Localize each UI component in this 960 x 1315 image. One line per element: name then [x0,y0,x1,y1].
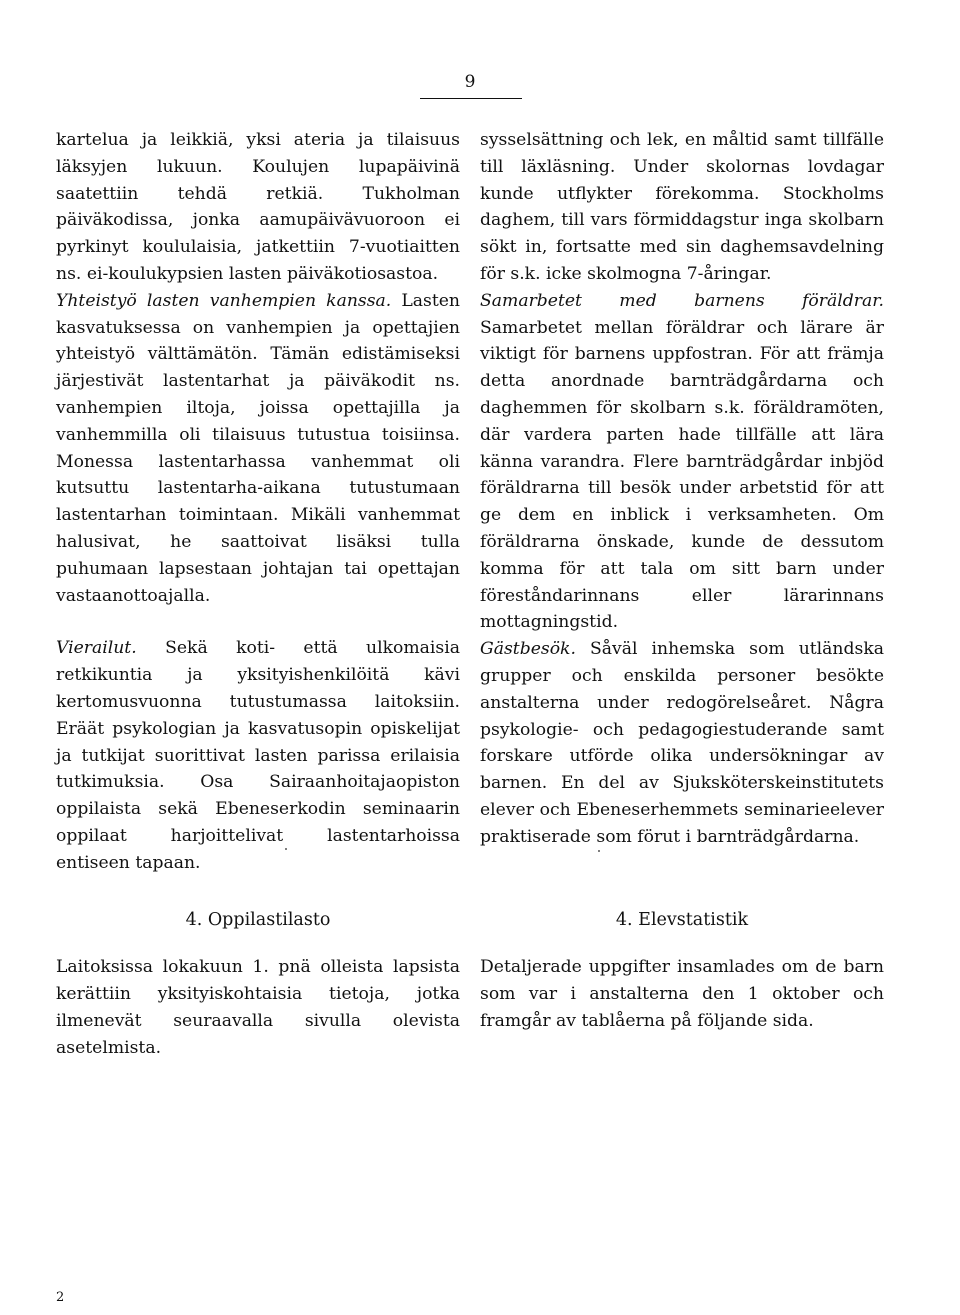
finnish-paragraph-2-label: Yhteistyö lasten vanhempien kanssa. [56,290,392,311]
swedish-paragraph-3-label: Gästbesök. [480,639,576,660]
swedish-section-heading: 4. Elevstatistik [615,910,749,930]
finnish-paragraph-3-text: Sekä koti- että ulkomaisia retkikuntia ja yksityishenkilöitä kävi kertomusvuonna tutustumassa laitoksiin. Eräät psykologian ja kasvatusopin opiskelijat ja tutkijat suorittivat lasten parissa erilaisia tutkimuksia. Osa Sairaanhoitajaopiston oppilaista sekä Ebeneserkodin seminaarin oppilaat harjoittelivat lastentarhoissa entiseen tapaan. [56,638,460,873]
finnish-paragraph-2-text: Lasten kasvatuksessa on vanhempien ja opettajien yhteistyö välttämätön. Tämän edistämiseksi järjestivät lastentarhat ja päiväkodit ns. vanhempien iltoja, joissa opettajilla ja vanhemmilla oli tilaisuus tutustua toisiinsa. Monessa lastentarhassa vanhemmat oli kutsuttu lastentarha-aikana tutustumaan lastentarhan toimintaan. Mikäli vanhemmat halusivat, he saattoivat lisäksi tulla puhumaan lapsestaan johtajan tai opettajan vastaanottoajalla. [56,290,460,606]
finnish-section-body [56,954,460,1062]
footer-mark: 2 [56,1290,65,1305]
finnish-paragraph-3 [56,635,460,876]
swedish-column [480,127,884,851]
scan-speck [598,850,600,852]
finnish-section-text: Laitoksissa lokakuun 1. pnä olleista lapsista kerättiin yksityiskohtaisia tietoja, jotka ilmenevät seuraavalla sivulla olevista asetelmista. [56,957,460,1058]
swedish-paragraph-2 [480,288,884,636]
swedish-paragraph-2-text: Samarbetet mellan föräldrar och lärare är viktigt för barnens uppfostran. För att främja detta anordnade barnträdgårdarna och daghemmen för skolbarn s.k. föräldramöten, där vardera parten hade tillfälle att lära känna varandra. Flere barnträdgårdar inbjöd föräldrarna till besök under arbetstid för att ge dem en inblick i verksamheten. Om föräldrarna önskade, kunde de dessutom komma för att tala om sitt barn under föreståndarinnans eller lärarinnans mottagningstid. [480,317,884,633]
swedish-section-text: Detaljerade uppgifter insamlades om de barn som var i anstalterna den 1 oktober och framgår av tablåerna på följande sida. [480,957,884,1031]
finnish-paragraph-2 [56,288,460,610]
finnish-column [56,127,460,877]
page-number: 9 [464,72,476,92]
finnish-section-heading: 4. Oppilastilasto [185,910,331,930]
swedish-paragraph-2-label: Samarbetet med barnens föräldrar. [480,290,884,311]
finnish-paragraph-1: kartelua ja leikkiä, yksi ateria ja tilaisuus läksyjen lukuun. Koulujen lupapäivinä saatettiin tehdä retkiä. Tukholman päiväkodissa, jonka aamupäivävuoroon ei pyrkinyt koululaisia, jatkettiin 7-vuotiaitten ns. ei-koulukypsien lasten päiväkotiosastoa. [56,130,460,284]
header-rule [420,98,522,99]
finnish-paragraph-3-label: Vierailut. [56,638,137,659]
swedish-paragraph-3 [480,636,884,850]
swedish-section-body [480,954,884,1035]
swedish-paragraph-3-text: Såväl inhemska som utländska grupper och enskilda personer besökte anstalterna under redogörelseåret. Några psykologie- och pedagogiestuderande samt forskare utförde olika undersökningar av barnen. En del av Sjuksköterskeinstitutets elever och Ebeneserhemmets seminarieelever praktiserade som förut i barnträdgårdarna. [480,639,884,847]
swedish-paragraph-1: sysselsättning och lek, en måltid samt tillfälle till läxläsning. Under skolornas lovdagar kunde utflykter förekomma. Stockholms daghem, till vars förmiddagstur inga skolbarn sökt in, fortsatte med sin daghemsavdelning för s.k. icke skolmogna 7-åringar. [480,130,884,284]
scan-speck [285,848,287,850]
